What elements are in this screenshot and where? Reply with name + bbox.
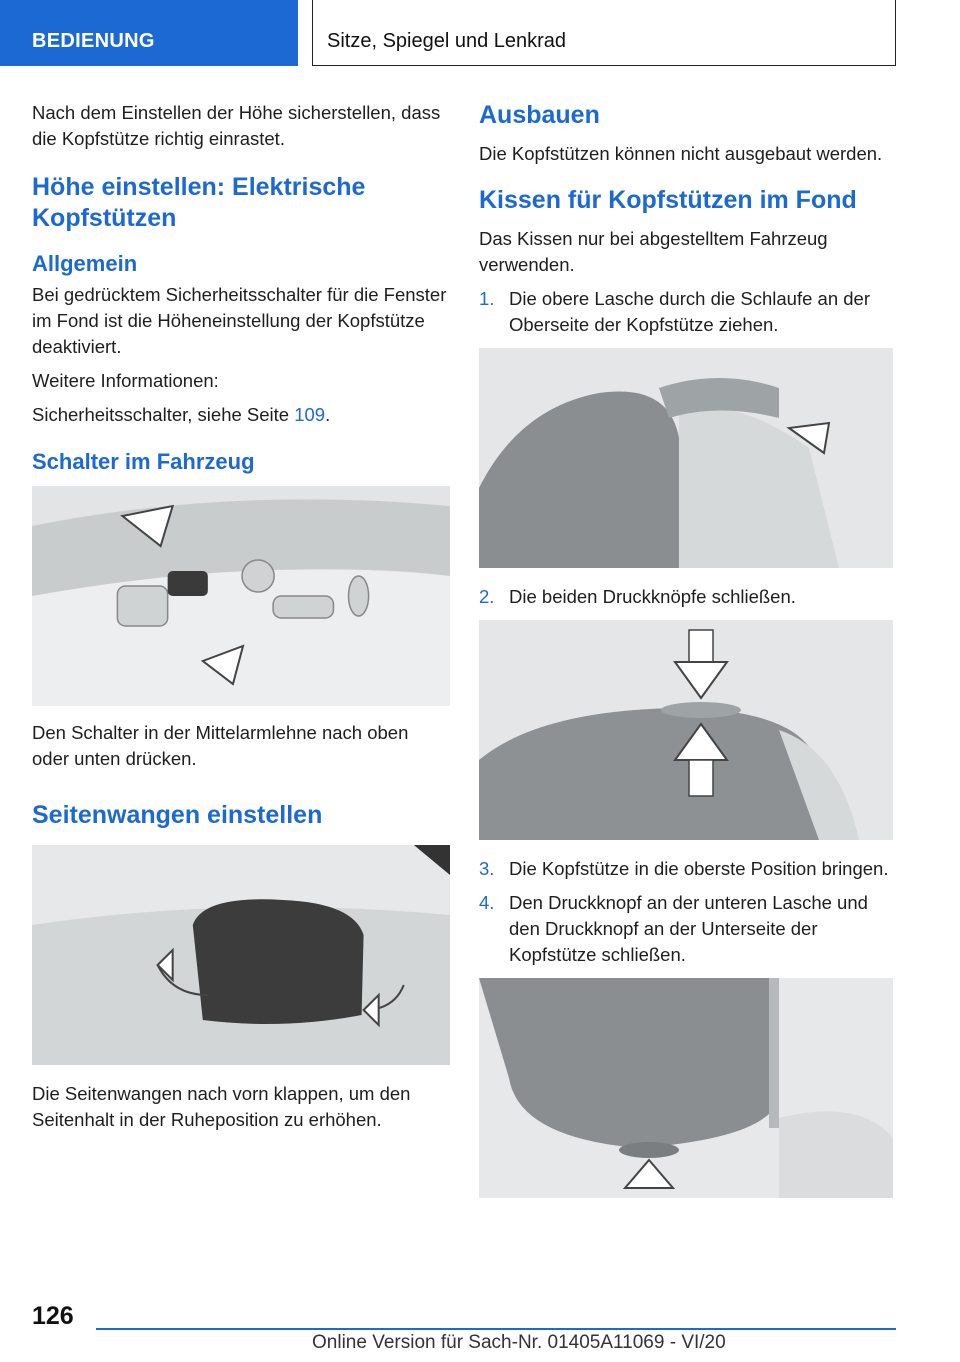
more-info-label: Weitere Informationen: [32, 370, 219, 391]
heading-remove: Ausbauen [479, 101, 600, 129]
step-number: 4. [479, 892, 495, 913]
step-4-illustration [479, 978, 893, 1198]
wings-text: Die Seitenwangen nach vorn klappen, um den Seitenhalt in der Ruheposition zu erhöhen. [32, 1083, 411, 1130]
reference-prefix: Sicherheitsschalter, siehe Seite [32, 404, 295, 425]
reference-suffix: . [325, 404, 331, 425]
heading-switch: Schalter im Fahrzeug [32, 449, 255, 474]
switch-illustration [32, 486, 450, 706]
step-1-illustration [479, 348, 893, 568]
page-header [0, 0, 960, 66]
remove-text: Die Kopfstützen können nicht ausgebaut werden. [479, 143, 883, 164]
list-item [479, 286, 893, 338]
page-footer [0, 1290, 960, 1362]
cushion-text: Das Kissen nur bei abgestelltem Fahrzeug verwenden. [479, 228, 828, 275]
left-column [32, 100, 450, 1141]
heading-height-electric: Höhe einstellen: Elektrische Kopfstützen [32, 173, 366, 232]
headrest-wings-illustration [32, 845, 450, 1065]
page-link-109[interactable]: 109 [294, 404, 326, 425]
chapter-title: Sitze, Spiegel und Lenkrad [312, 0, 896, 66]
steps-list [479, 286, 893, 338]
step-text: Die obere Lasche durch die Schlaufe an der Oberseite der Kopfstütze ziehen. [509, 288, 870, 335]
page-number: 126 [32, 1302, 74, 1330]
step-number: 3. [479, 858, 495, 879]
general-text: Bei gedrücktem Sicherheitsschalter für die Fenster im Fond ist die Höheneinstellung der Kopfstütze deaktiviert. [32, 284, 447, 357]
steps-list [479, 584, 893, 610]
switch-text: Den Schalter in der Mittelarmlehne nach oben oder unten drücken. [32, 722, 409, 769]
step-text: Den Druckknopf an der unteren Lasche und den Druckknopf an der Unterseite der Kopfstütze schließen. [509, 892, 868, 965]
footer-divider [96, 1328, 896, 1330]
step-text: Die Kopfstütze in die oberste Position bringen. [509, 858, 889, 879]
list-item [479, 856, 893, 882]
online-version-note: Online Version für Sach-Nr. 01405A11069 - VI/20 [312, 1332, 726, 1353]
heading-general: Allgemein [32, 251, 138, 276]
step-number: 2. [479, 586, 495, 607]
right-column [479, 100, 893, 1214]
step-number: 1. [479, 288, 495, 309]
step-2-illustration [479, 620, 893, 840]
heading-cushion: Kissen für Kopfstützen im Fond [479, 186, 857, 214]
safety-switch-reference [32, 402, 450, 428]
steps-list [479, 856, 893, 968]
heading-wings: Seitenwangen einstellen [32, 801, 323, 829]
intro-text: Nach dem Einstellen der Höhe sicherstellen, dass die Kopfstütze richtig einrastet. [32, 102, 441, 149]
section-tab: BEDIENUNG [0, 0, 298, 66]
list-item [479, 890, 893, 968]
list-item [479, 584, 893, 610]
step-text: Die beiden Druckknöpfe schließen. [509, 586, 796, 607]
